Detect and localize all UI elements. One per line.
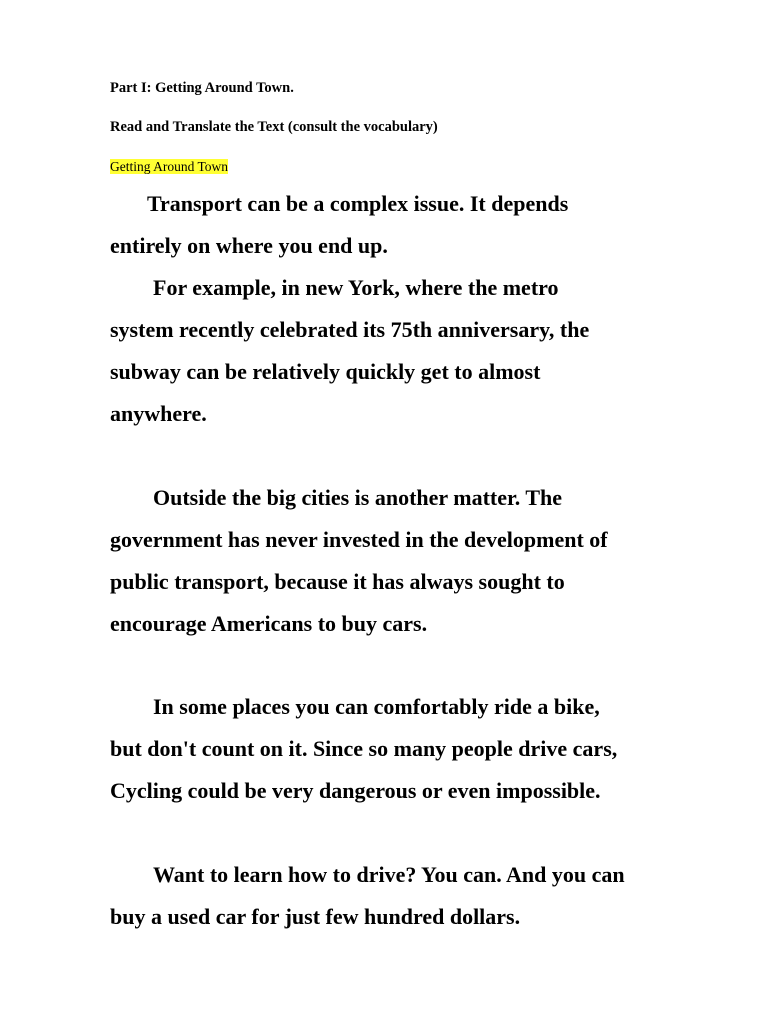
paragraph-line: encourage Americans to buy cars. [110,611,428,636]
highlighted-title: Getting Around Town [110,159,229,174]
paragraph-line: Want to learn how to drive? You can. And you can [153,862,625,887]
paragraph-line: Transport can be a complex issue. It depends [147,191,569,216]
paragraph-line: subway can be relatively quickly get to almost [110,359,541,384]
paragraph-line: Outside the big cities is another matter. The [153,485,563,510]
paragraph-line: In some places you can comfortably ride a bike, [153,694,600,719]
section-title [110,158,228,176]
paragraph-line: anywhere. [110,401,207,426]
paragraph-line: but don't count on it. Since so many people drive cars, [110,736,618,761]
paragraph-line: government has never invested in the development of [110,527,608,552]
part-heading: Part I: Getting Around Town. [110,80,294,96]
instruction-line: Read and Translate the Text (consult the vocabulary) [110,119,438,135]
paragraph-line: buy a used car for just few hundred dollars. [110,904,521,929]
paragraph-line: For example, in new York, where the metro [153,275,559,300]
paragraph-line: Cycling could be very dangerous or even impossible. [110,778,601,803]
paragraph-line: entirely on where you end up. [110,233,388,258]
paragraph-line: system recently celebrated its 75th anniversary, the [110,317,590,342]
paragraph-line: public transport, because it has always sought to [110,569,565,594]
